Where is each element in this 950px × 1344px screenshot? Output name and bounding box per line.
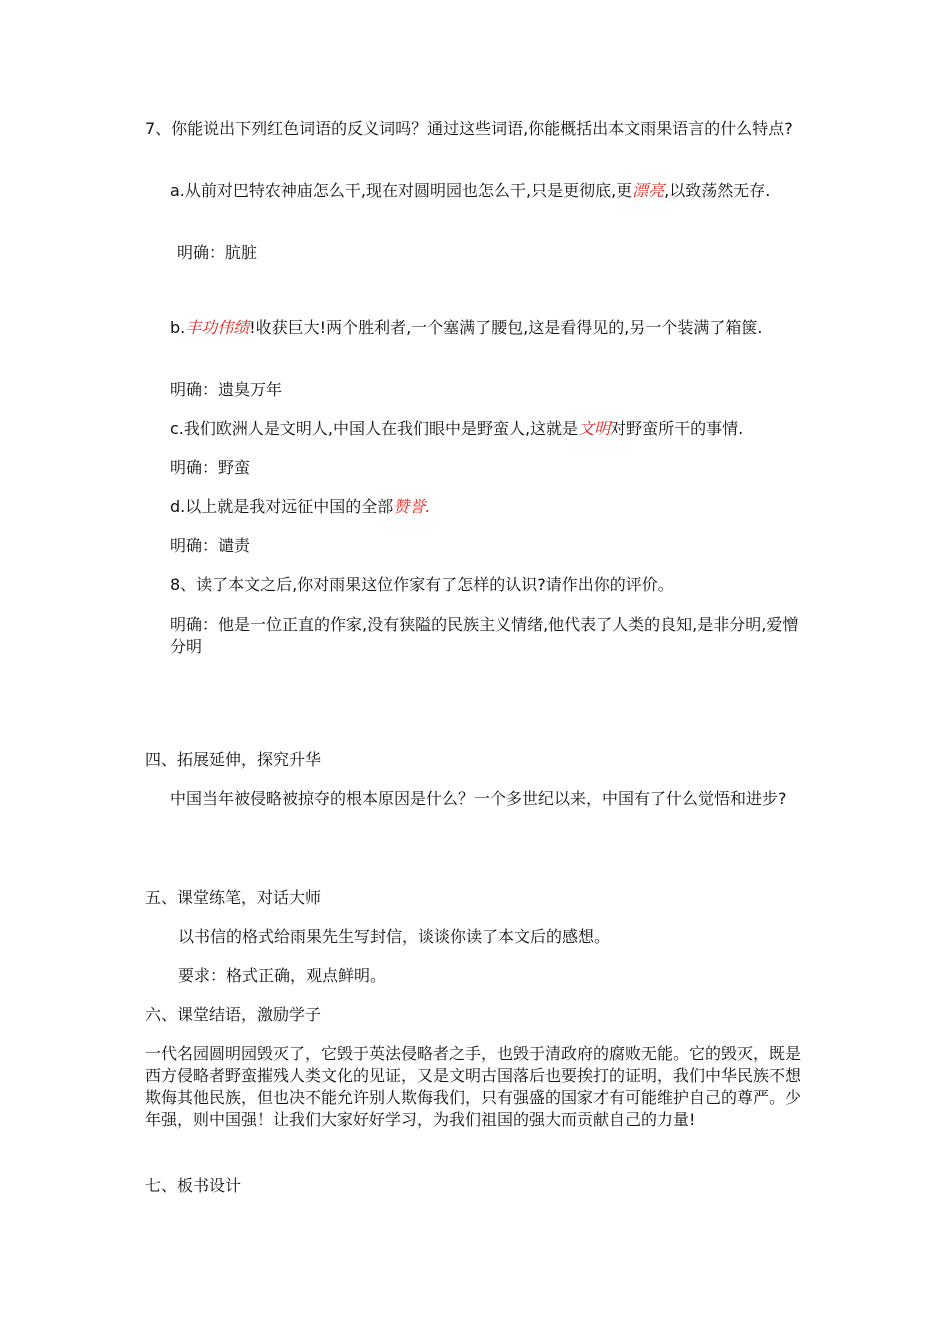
item-b-answer: 明确：遗臭万年 xyxy=(170,380,283,399)
item-c-before: c.我们欧洲人是文明人,中国人在我们眼中是野蛮人,这就是 xyxy=(170,419,579,438)
section-5-requirement: 要求：格式正确，观点鲜明。 xyxy=(178,966,387,985)
question-7: 7、你能说出下列红色词语的反义词吗？通过这些词语,你能概括出本文雨果语言的什么特点? xyxy=(145,119,793,138)
section-6-heading: 六、课堂结语，激励学子 xyxy=(145,1005,322,1024)
item-d-before: d.以上就是我对远征中国的全部 xyxy=(170,497,394,516)
item-d-answer: 明确：谴责 xyxy=(170,536,251,555)
item-b-red-word: 丰功伟绩 xyxy=(185,318,250,337)
section-4-heading: 四、拓展延伸，探究升华 xyxy=(145,750,322,769)
question-8: 8、读了本文之后,你对雨果这位作家有了怎样的认识?请作出你的评价。 xyxy=(170,575,674,594)
question-8-answer: 明确：他是一位正直的作家,没有狭隘的民族主义情绪,他代表了人类的良知,是非分明,爱憎分明 xyxy=(170,615,799,656)
section-7-heading: 七、板书设计 xyxy=(145,1176,242,1195)
item-b-before: b. xyxy=(170,318,186,337)
item-a-after: ,以致荡然无存. xyxy=(664,181,771,200)
section-4-text: 中国当年被侵略被掠夺的根本原因是什么？一个多世纪以来，中国有了什么觉悟和进步? xyxy=(170,789,787,808)
section-5-task: 以书信的格式给雨果先生写封信，谈谈你读了本文后的感想。 xyxy=(178,927,611,946)
item-d xyxy=(170,496,810,518)
item-a xyxy=(170,180,810,202)
item-b-after: !收获巨大!两个胜利者,一个塞满了腰包,这是看得见的,另一个装满了箱箧. xyxy=(249,318,763,337)
item-a-red-word: 漂亮 xyxy=(632,181,665,200)
item-c-red-word: 文明 xyxy=(578,419,611,438)
item-c-answer: 明确：野蛮 xyxy=(170,458,251,477)
section-5-heading: 五、课堂练笔，对话大师 xyxy=(145,888,322,907)
item-a-answer: 明确：肮脏 xyxy=(177,243,258,262)
item-c-after: 对野蛮所干的事情. xyxy=(610,419,744,438)
section-6-text: 一代名园圆明园毁灭了，它毁于英法侵略者之手，也毁于清政府的腐败无能。它的毁灭，既是西方侵略者野蛮摧残人类文化的见证，又是文明古国落后也要挨打的证明，我们中华民族不想欺侮其他民族，但也决不能允许别人欺侮我们，只有强盛的国家才有可能维护自己的尊严。少年强，则中国强！让我们大家好好学习，为我们祖国的强大而贡献自己的力量! xyxy=(145,1044,802,1129)
item-d-red-word: 赞誉. xyxy=(393,497,431,516)
item-a-before: a.从前对巴特农神庙怎么干,现在对圆明园也怎么干,只是更彻底,更 xyxy=(170,181,633,200)
item-c xyxy=(170,418,810,440)
item-b xyxy=(170,317,810,339)
